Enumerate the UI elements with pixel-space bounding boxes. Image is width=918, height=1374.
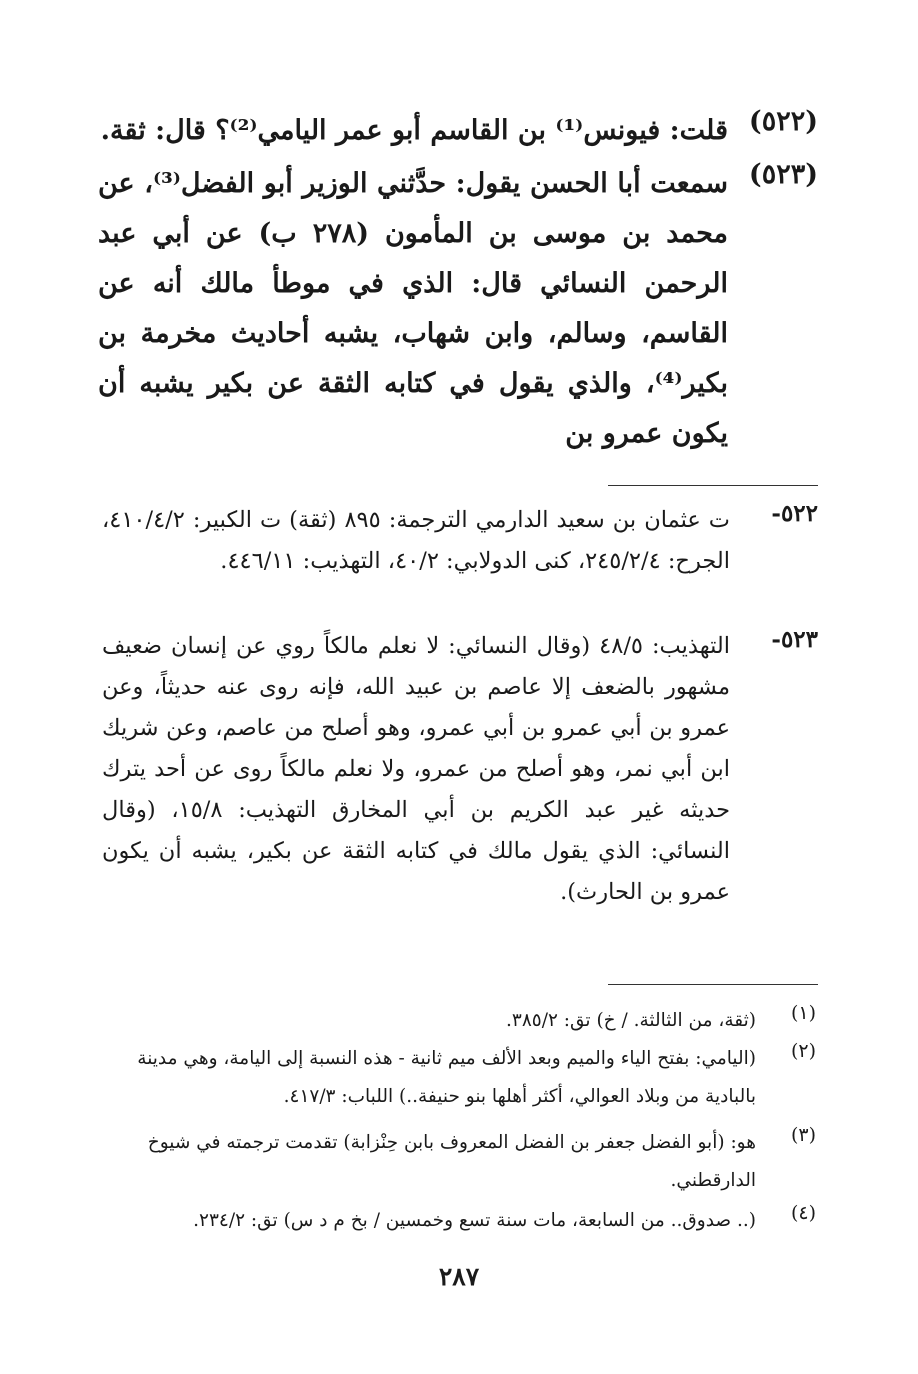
page-number: ٢٨٧	[438, 1262, 480, 1291]
commentary-number: ٥٢٣-	[771, 626, 818, 653]
footnote-2	[104, 1040, 816, 1116]
entry-text: قلت: فيونس⁽¹⁾ بن القاسم أبو عمر اليامي⁽²⁾؟ قال: ثقة.	[100, 115, 728, 146]
commentary-text: ت عثمان بن سعيد الدارمي الترجمة: ٨٩٥ (ثقة) ت الكبير: ٤١٠/٤/٢، الجرح: ٢٤٥/٢/٤، كنى الدولابي: ٤٠/٢، التهذيب: ٤٤٦/١١.	[102, 507, 730, 574]
footnote-1	[104, 1002, 816, 1040]
commentary-number: ٥٢٢-	[771, 500, 818, 527]
footnote-number: (٤)	[790, 1202, 816, 1224]
footnote-text: هو: (أبو الفضل جعفر بن الفضل المعروف بابن حِنْزابة) تقدمت ترجمته في شيوخ الدارقطني.	[147, 1132, 756, 1191]
footnote-4	[104, 1202, 816, 1240]
footnote-number: (١)	[790, 1002, 816, 1024]
footnote-3	[104, 1124, 816, 1200]
footnote-number: (٢)	[790, 1040, 816, 1062]
entry-text: سمعت أبا الحسن يقول: حدَّثني الوزير أبو الفضل⁽³⁾، عن محمد بن موسى بن المأمون (٢٧٨ ب) عن أبي عبد الرحمن النسائي قال: الذي في موطأ مالك أنه عن القاسم، وسالم، وابن شهاب، يشبه أحاديث مخرمة بن بكير⁽⁴⁾، والذي يقول في كتابه الثقة عن بكير يشبه أن يكون عمرو بن	[98, 168, 728, 449]
entry-523	[98, 159, 818, 459]
entry-number: (٥٢٣)	[748, 159, 818, 190]
footnote-text: (ثقة، من الثالثة. / خ) تق: ٣٨٥/٢.	[506, 1010, 756, 1031]
commentary-523	[102, 626, 818, 913]
commentary-text: التهذيب: ٤٨/٥ (وقال النسائي: لا نعلم مالكاً روي عن إنسان ضعيف مشهور بالضعف إلا عاصم بن عبيد الله، فإنه روى عنه حديثاً، وعن عمرو بن أبي عمرو بن أبي عمرو، وهو أصلح من عاصم، وعن شريك ابن أبي نمر، وهو أصلح من عمرو، ولا نعلم مالكاً روى عن أحد يترك حديثه غير عبد الكريم بن أبي المخارق التهذيب: ١٥/٨، (وقال النسائي: الذي يقول مالك في كتابه الثقة عن بكير، يشبه أن يكون عمرو بن الحارث).	[102, 633, 730, 905]
footnote-text: (اليامي: بفتح الياء والميم وبعد الألف ميم ثانية - هذه النسبة إلى اليامة، وهي مدينة بالبادية من وبلاد العوالي، أكثر أهلها بنو حنيفة..) اللباب: ٤١٧/٣.	[137, 1048, 756, 1107]
footnote-number: (٣)	[790, 1124, 816, 1146]
entry-number: (٥٢٢)	[748, 106, 818, 137]
entry-522	[98, 106, 818, 156]
commentary-522	[102, 500, 818, 582]
section-divider	[608, 485, 818, 486]
footnote-text: (.. صدوق.. من السابعة، مات سنة تسع وخمسين / بخ م د س) تق: ٢٣٤/٢.	[193, 1210, 756, 1231]
footnote-divider	[608, 984, 818, 985]
